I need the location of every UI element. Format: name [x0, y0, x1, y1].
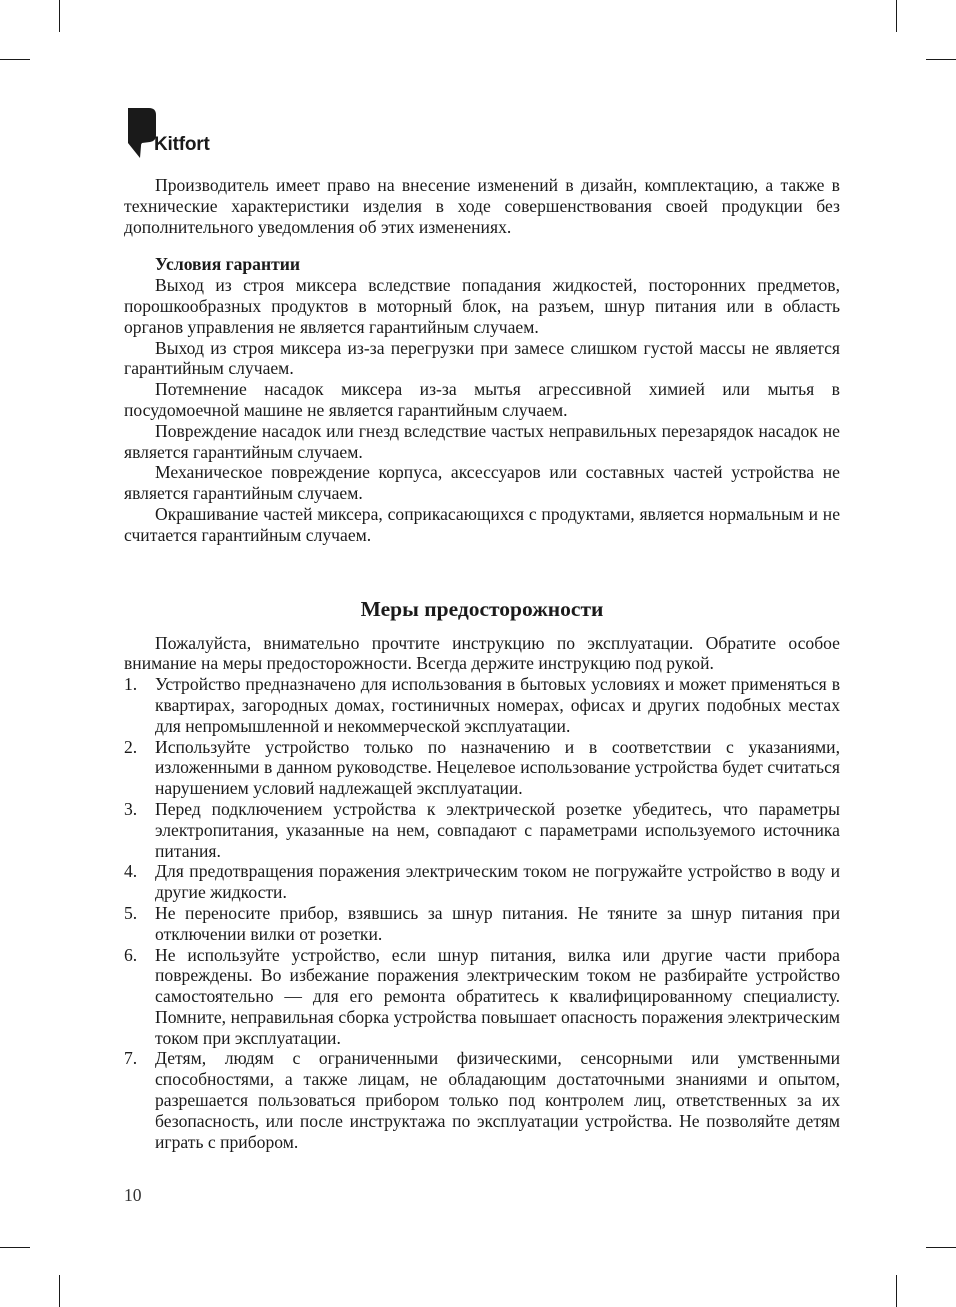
page-content — [124, 175, 840, 1152]
precautions-list — [124, 674, 840, 1152]
warranty-paragraph: Выход из строя миксера вследствие попадания жидкостей, посторонних предметов, порошкообразных продуктов в моторный блок, на разъем, шнур питания или в область органов управления не является гарантийным случаем. — [124, 275, 840, 337]
kitfort-logo-icon — [126, 107, 156, 159]
list-item — [124, 799, 840, 861]
item-number: 4. — [124, 861, 138, 882]
item-text: Детям, людям с ограниченными физическими, сенсорными или умственными способностями, а также лицам, не обладающим достаточными знаниями и опытом, разрешается пользоваться прибором только под контролем лиц, ответственных за их безопасность, или после инструктажа по эксплуатации устройства. Не позволяйте детям играть с прибором. — [155, 1048, 840, 1152]
item-number: 3. — [124, 798, 138, 819]
warranty-title: Условия гарантии — [155, 254, 301, 275]
list-item — [124, 737, 840, 799]
brand-name: Kitfort — [154, 134, 210, 155]
crop-mark — [896, 1275, 897, 1307]
crop-mark — [926, 59, 956, 60]
warranty-paragraph: Выход из строя миксера из-за перегрузки при замесе слишком густой массы не является гарантийным случаем. — [124, 337, 840, 379]
crop-mark — [0, 59, 30, 60]
item-number: 2. — [124, 736, 138, 757]
item-number: 1. — [124, 674, 138, 695]
warranty-paragraph: Повреждение насадок или гнезд вследствие частых неправильных перезарядок насадок не является гарантийным случаем. — [124, 420, 840, 462]
crop-mark — [926, 1247, 956, 1248]
item-text: Не используйте устройство, если шнур питания, вилка или другие части прибора повреждены. Во избежание поражения электрическим током не разбирайте устройство самостоятельно — для его ремонта обратитесь к квалифицированному специалисту. Помните, неправильная сборка устройства повышает опасность поражения электрическим током при эксплуатации. — [155, 944, 840, 1048]
warranty-paragraph: Потемнение насадок миксера из-за мытья агрессивной химией или мытья в посудомоечной машине не является гарантийным случаем. — [124, 379, 840, 420]
item-text: Используйте устройство только по назначению и в соответствии с указаниями, изложенными в данном руководстве. Нецелевое использование устройства будет считаться нарушением условий надлежащей эксплуатации. — [155, 736, 840, 799]
list-item — [124, 903, 840, 945]
item-text: Не переносите прибор, взявшись за шнур питания. Не тяните за шнур питания при отключении вилки от розетки. — [155, 902, 840, 944]
crop-mark — [59, 0, 60, 32]
list-item — [124, 674, 840, 736]
warranty-paragraph: Окрашивание частей миксера, соприкасающихся с продуктами, является нормальным и не считается гарантийным случаем. — [124, 503, 840, 545]
list-item — [124, 861, 840, 903]
precautions-heading: Меры предосторожности — [360, 596, 604, 621]
brand-logo — [126, 107, 266, 159]
crop-mark — [0, 1247, 30, 1248]
page-number: 10 — [124, 1185, 142, 1205]
list-item — [124, 1048, 840, 1152]
item-number: 7. — [124, 1048, 138, 1069]
warranty-paragraph: Механическое повреждение корпуса, аксессуаров или составных частей устройства не является гарантийным случаем. — [124, 462, 840, 504]
intro-paragraph: Производитель имеет право на внесение изменений в дизайн, комплектацию, а также в технические характеристики изделия в ходе совершенствования своей продукции без дополнительного уведомления об этих изменениях. — [124, 175, 840, 237]
crop-mark — [896, 0, 897, 32]
list-item — [124, 945, 840, 1049]
precautions-intro: Пожалуйста, внимательно прочтите инструкцию по эксплуатации. Обратите особое внимание на меры предосторожности. Всегда держите инструкцию под рукой. — [124, 632, 840, 674]
item-number: 5. — [124, 902, 138, 923]
item-number: 6. — [124, 944, 138, 965]
crop-mark — [59, 1275, 60, 1307]
item-text: Перед подключением устройства к электрической розетке убедитесь, что параметры электропитания, указанные на нем, совпадают с параметрами используемого источника питания. — [155, 798, 840, 861]
item-text: Для предотвращения поражения электрическим током не погружайте устройство в воду и другие жидкости. — [155, 861, 840, 903]
item-text: Устройство предназначено для использования в бытовых условиях и может применяться в квартирах, загородных домах, гостиничных номерах, офисах и других подобных местах для непромышленной и некоммерческой эксплуатации. — [155, 674, 840, 736]
